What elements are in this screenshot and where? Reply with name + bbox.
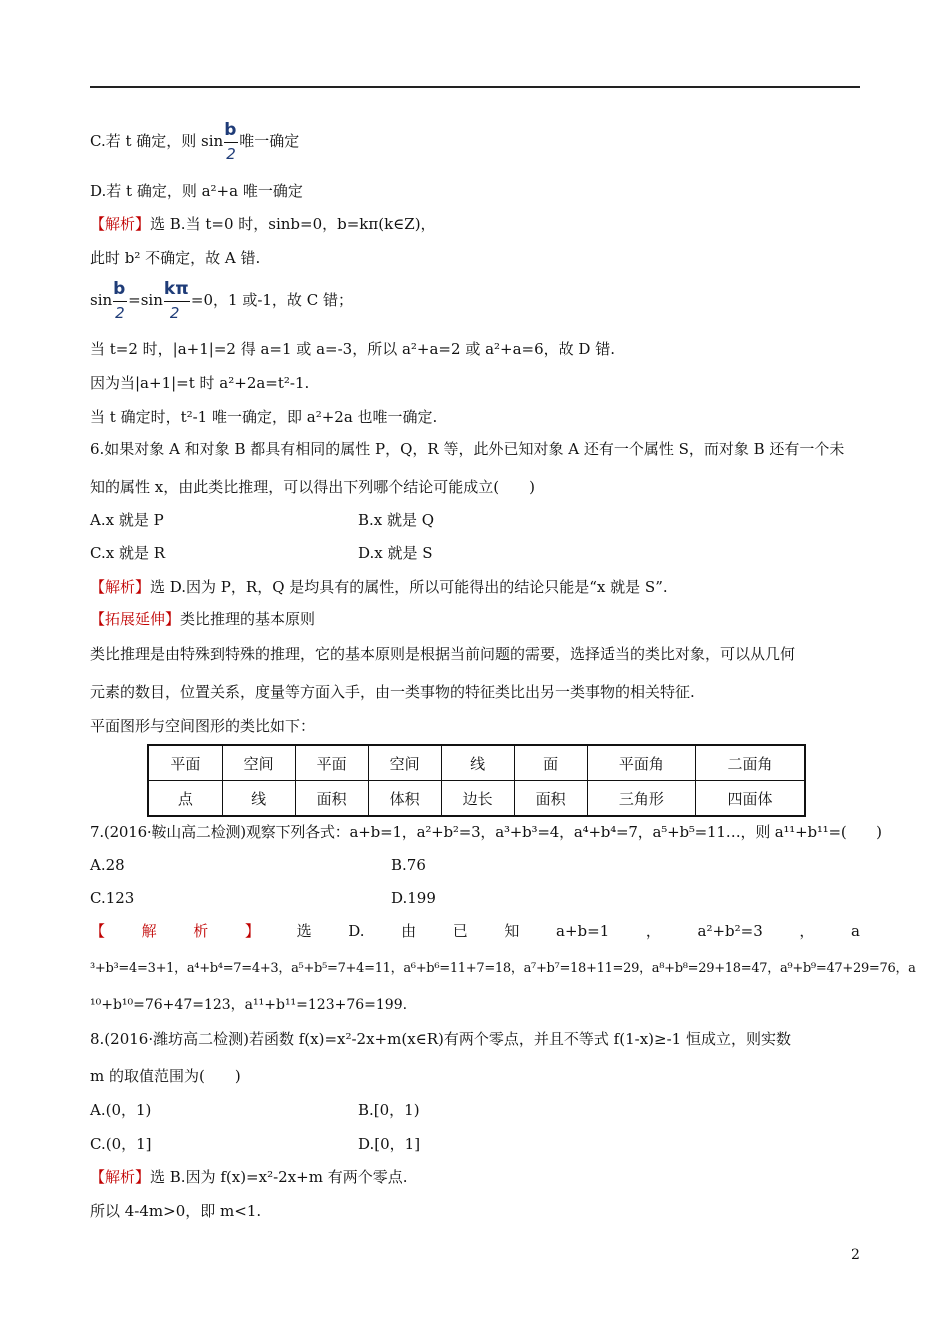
solution-token: D. <box>348 922 365 940</box>
solution-line: 当 t 确定时，t²-1 唯一确定，即 a²+2a 也唯一确定. <box>90 408 438 426</box>
solution-line: 此时 b² 不确定，故 A 错. <box>90 249 261 267</box>
extension-text: 平面图形与空间图形的类比如下： <box>90 717 316 735</box>
solution-line: 【解析】选 D.因为 P，R，Q 是均具有的属性，所以可能得出的结论只能是“x 就是 S”. <box>90 578 668 596</box>
question-8-cont: m 的取值范围为( ) <box>90 1067 241 1085</box>
option-b: B.x 就是 Q <box>358 511 435 529</box>
solution-token: 析 <box>193 922 209 940</box>
page-number: 2 <box>851 1247 860 1263</box>
table-cell: 四面体 <box>695 781 805 817</box>
solution-token: a²+b²=3 <box>697 922 763 940</box>
table-cell: 二面角 <box>695 745 805 781</box>
table-cell: 线 <box>441 745 514 781</box>
jiexi-tag: 【解析】 <box>90 215 151 233</box>
solution-token: a+b=1 <box>556 922 610 940</box>
header-rule <box>90 86 860 88</box>
table-cell: 点 <box>148 781 222 817</box>
question-6: 6.如果对象 A 和对象 B 都具有相同的属性 P，Q，R 等，此外已知对象 A 还有一个属性 S，而对象 B 还有一个未 <box>90 440 845 458</box>
table-cell: 边长 <box>441 781 514 817</box>
solution-token: ， <box>645 922 661 940</box>
solution-line: sin $\frac{b}{2}$ =sin $\frac{k\pi}{2}$ =0，1 或-1，故 C 错； <box>90 279 353 322</box>
solution-line: ³+b³=4=3+1，a⁴+b⁴=7=4+3，a⁵+b⁵=7+4=11，a⁶+b⁶=11+7=18，a⁷+b⁷=18+11=29，a⁸+b⁸=29+18=47，a⁹+b⁹=47+29=76，a <box>90 961 916 976</box>
question-6-cont: 知的属性 x，由此类比推理，可以得出下列哪个结论可能成立( ) <box>90 478 535 496</box>
option-d: D.199 <box>391 889 436 907</box>
solution-line: 所以 4-4m>0，即 m<1. <box>90 1202 262 1220</box>
extension-text: 类比推理是由特殊到特殊的推理，它的基本原则是根据当前问题的需要，选择适当的类比对象，可以从几何 <box>90 645 796 663</box>
option-a: A.x 就是 P <box>90 511 164 529</box>
table-cell: 体积 <box>368 781 441 817</box>
fraction: $\frac{b}{2}$ <box>113 279 126 322</box>
option-a: A.(0，1) <box>90 1101 152 1119</box>
option-d: D.若 t 确定，则 a²+a 唯一确定 <box>90 182 303 200</box>
table-cell: 面 <box>514 745 587 781</box>
table-cell: 平面 <box>148 745 222 781</box>
solution-token: ， <box>799 922 815 940</box>
option-c: C.若 t 确定，则 sin $\frac{b}{2}$ 唯一确定 <box>90 120 300 163</box>
question-7: 7.(2016·鞍山高二检测)观察下列各式：a+b=1，a²+b²=3，a³+b³=4，a⁴+b⁴=7，a⁵+b⁵=11…，则 a¹¹+b¹¹=( ) <box>90 823 882 841</box>
option-d: D.[0，1] <box>358 1135 421 1153</box>
fraction: $\frac{b}{2}$ <box>224 120 237 163</box>
analogy-table <box>147 744 806 817</box>
option-c: C.123 <box>90 889 135 907</box>
solution-line: ¹⁰+b¹⁰=76+47=123，a¹¹+b¹¹=123+76=199. <box>90 997 408 1013</box>
jiexi-tag: 【解析】 <box>90 578 151 596</box>
solution-token: 】 <box>244 922 260 940</box>
option-a: A.28 <box>90 856 125 874</box>
table-cell: 空间 <box>222 745 295 781</box>
solution-token: a <box>851 922 860 940</box>
option-c: C.(0，1] <box>90 1135 152 1153</box>
solution-token: 【 <box>90 922 106 940</box>
tuozhan-tag: 【拓展延伸】 <box>90 610 181 628</box>
fraction: $\frac{k\pi}{2}$ <box>163 279 189 322</box>
table-cell: 平面 <box>295 745 368 781</box>
solution-line-justified <box>90 921 860 941</box>
table-cell: 三角形 <box>587 781 695 817</box>
option-b: B.76 <box>391 856 426 874</box>
extension-heading: 【拓展延伸】类比推理的基本原则 <box>90 610 316 628</box>
extension-text: 元素的数目，位置关系，度量等方面入手，由一类事物的特征类比出另一类事物的相关特征. <box>90 683 695 701</box>
option-b: B.[0，1) <box>358 1101 420 1119</box>
solution-token: 知 <box>504 922 520 940</box>
table-row <box>148 745 805 781</box>
table-cell: 面积 <box>514 781 587 817</box>
table-row <box>148 781 805 817</box>
solution-token: 由 <box>401 922 417 940</box>
solution-line: 【解析】选 B.因为 f(x)=x²-2x+m 有两个零点. <box>90 1168 408 1186</box>
option-d: D.x 就是 S <box>358 544 433 562</box>
option-c: C.x 就是 R <box>90 544 166 562</box>
solution-line: 【解析】选 B.当 t=0 时，sinb=0，b=kπ(k∈Z)， <box>90 215 436 233</box>
table-cell: 面积 <box>295 781 368 817</box>
table-cell: 空间 <box>368 745 441 781</box>
solution-token: 解 <box>141 922 157 940</box>
question-8: 8.(2016·潍坊高二检测)若函数 f(x)=x²-2x+m(x∈R)有两个零点，并且不等式 f(1-x)≥-1 恒成立，则实数 <box>90 1030 791 1048</box>
solution-token: 已 <box>452 922 468 940</box>
solution-line: 当 t=2 时，|a+1|=2 得 a=1 或 a=-3，所以 a²+a=2 或 a²+a=6，故 D 错. <box>90 340 615 358</box>
solution-line: 因为当|a+1|=t 时 a²+2a=t²-1. <box>90 374 310 392</box>
jiexi-tag: 【解析】 <box>90 1168 151 1186</box>
table-cell: 线 <box>222 781 295 817</box>
table-cell: 平面角 <box>587 745 695 781</box>
solution-token: 选 <box>296 922 312 940</box>
